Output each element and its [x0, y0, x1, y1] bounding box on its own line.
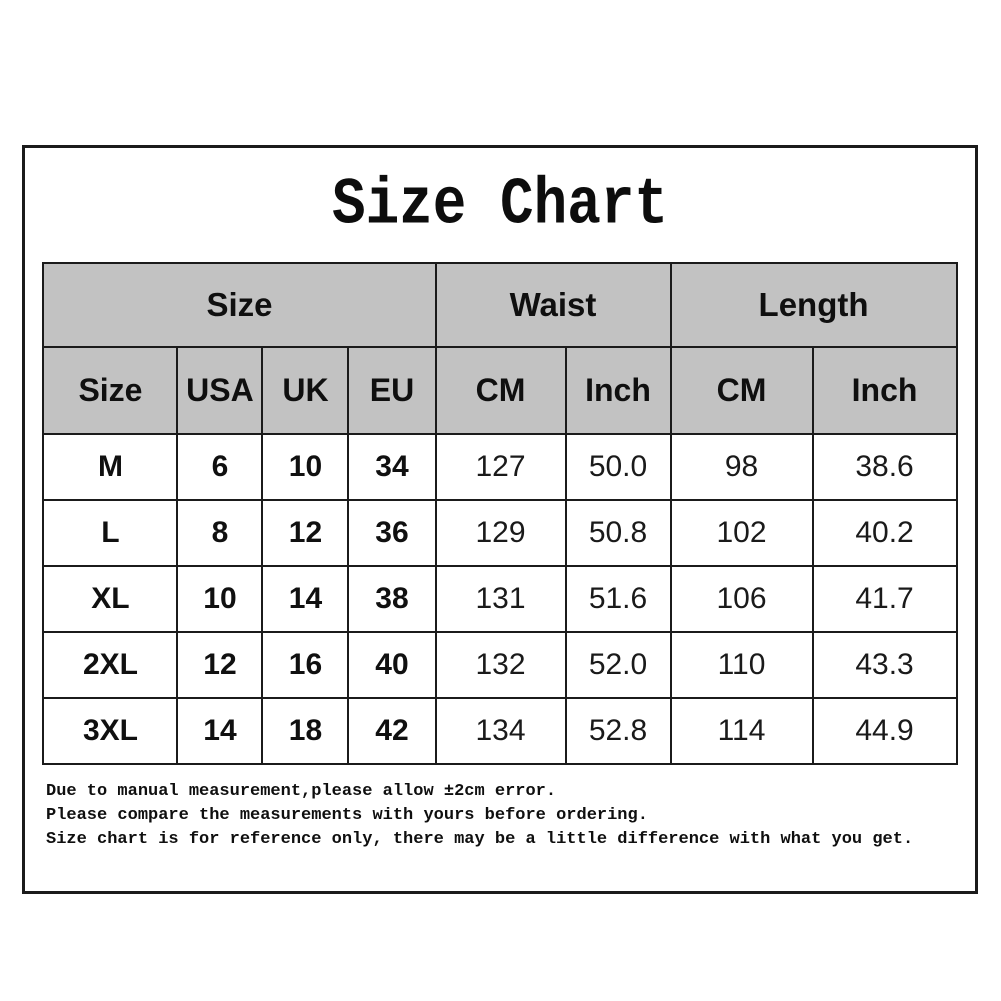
- size-cell: 40: [348, 632, 435, 698]
- notes: [46, 780, 975, 852]
- size-cell: 18: [262, 698, 348, 764]
- table-group-header-row: [43, 263, 956, 347]
- measurement-cell: 51.6: [566, 566, 671, 632]
- size-cell: L: [43, 500, 177, 566]
- size-table-body: [43, 434, 956, 764]
- size-cell: 42: [348, 698, 435, 764]
- measurement-cell: 50.8: [566, 500, 671, 566]
- group-header-size: Size: [43, 263, 435, 347]
- table-row: [43, 632, 956, 698]
- measurement-cell: 132: [436, 632, 566, 698]
- column-header-eu: EU: [348, 347, 435, 434]
- column-header-length-cm: CM: [671, 347, 813, 434]
- size-cell: M: [43, 434, 177, 500]
- size-cell: 8: [177, 500, 262, 566]
- size-cell: 16: [262, 632, 348, 698]
- page-title-text: Size Chart: [331, 167, 669, 243]
- size-cell: 36: [348, 500, 435, 566]
- column-header-usa: USA: [177, 347, 262, 434]
- measurement-cell: 43.3: [813, 632, 957, 698]
- measurement-cell: 41.7: [813, 566, 957, 632]
- group-header-waist: Waist: [436, 263, 671, 347]
- measurement-cell: 106: [671, 566, 813, 632]
- table-row: [43, 434, 956, 500]
- measurement-cell: 40.2: [813, 500, 957, 566]
- measurement-cell: 102: [671, 500, 813, 566]
- size-cell: 14: [177, 698, 262, 764]
- measurement-cell: 134: [436, 698, 566, 764]
- measurement-cell: 50.0: [566, 434, 671, 500]
- column-header-waist-inch: Inch: [566, 347, 671, 434]
- group-header-length: Length: [671, 263, 957, 347]
- size-table: [42, 262, 957, 765]
- table-row: [43, 500, 956, 566]
- table-column-header-row: [43, 347, 956, 434]
- column-header-size: Size: [43, 347, 177, 434]
- measurement-cell: 38.6: [813, 434, 957, 500]
- size-cell: 3XL: [43, 698, 177, 764]
- measurement-cell: 98: [671, 434, 813, 500]
- column-header-waist-cm: CM: [436, 347, 566, 434]
- measurement-cell: 44.9: [813, 698, 957, 764]
- size-cell: 34: [348, 434, 435, 500]
- size-cell: 12: [262, 500, 348, 566]
- table-row: [43, 566, 956, 632]
- column-header-uk: UK: [262, 347, 348, 434]
- column-header-length-inch: Inch: [813, 347, 957, 434]
- size-cell: 38: [348, 566, 435, 632]
- measurement-cell: 131: [436, 566, 566, 632]
- table-row: [43, 698, 956, 764]
- size-cell: 2XL: [43, 632, 177, 698]
- size-cell: 10: [262, 434, 348, 500]
- size-cell: 6: [177, 434, 262, 500]
- page-title: [25, 167, 975, 243]
- size-cell: 12: [177, 632, 262, 698]
- measurement-cell: 52.8: [566, 698, 671, 764]
- note-reference-only: Size chart is for reference only, there may be a little difference with what you get.: [46, 830, 914, 849]
- size-cell: 10: [177, 566, 262, 632]
- size-cell: XL: [43, 566, 177, 632]
- measurement-cell: 110: [671, 632, 813, 698]
- measurement-cell: 114: [671, 698, 813, 764]
- note-compare-measurements: Please compare the measurements with yours before ordering.: [46, 806, 648, 825]
- note-measurement-error: Due to manual measurement,please allow ±2cm error.: [46, 782, 557, 801]
- measurement-cell: 52.0: [566, 632, 671, 698]
- size-cell: 14: [262, 566, 348, 632]
- measurement-cell: 127: [436, 434, 566, 500]
- size-chart-frame: [22, 145, 978, 894]
- measurement-cell: 129: [436, 500, 566, 566]
